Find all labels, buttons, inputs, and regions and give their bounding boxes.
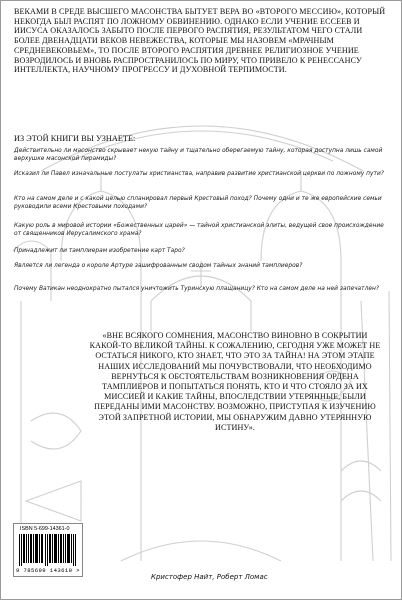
isbn-digits: 9 785699 143610 > [16, 567, 80, 574]
section-heading: ИЗ ЭТОЙ КНИГИ ВЫ УЗНАЕТЕ: [14, 134, 136, 143]
question-item: Кто на самом деле и с какой целью спланировал первый Крестовый поход? Почему одни и те же европейские семьи руководили всеми Крестовыми походами? [14, 196, 382, 210]
question-item: Какую роль в мировой истории «Божественных царей» — тайной христианской элиты, ведущей свое происхождение от священников Иерусалимского храма? [14, 223, 384, 237]
barcode-graphic [19, 534, 77, 566]
authors-signature: Кристофер Найт, Роберт Ломас [151, 573, 268, 581]
question-item: Является ли легенда о короле Артуре зашифрованным сводом тайных знаний тамплиеров? [14, 263, 303, 269]
question-item: Принадлежит ли тамплиерам изобретение карт Таро? [14, 248, 185, 254]
intro-paragraph: ВЕКАМИ В СРЕДЕ ВЫСШЕГО МАСОНСТВА БЫТУЕТ ВЕРА ВО «ВТОРОГО МЕССИЮ», КОТОРЫЙ НЕКОГДА БЫЛ РАСПЯТ ПО ЛОЖНОМУ ОБВИНЕНИЮ. ОДНАКО ЕСЛИ УЧЕНИЕ ЕССЕЕВ И ИИСУСА ОКАЗАЛОСЬ ЗАБЫТО ПОСЛЕ ПЕРВОГО РАСПЯТИЯ, РЕЗУЛЬТАТОМ ЧЕГО СТАЛИ БОЛЕЕ ДВЕНАДЦАТИ ВЕКОВ НЕВЕЖЕСТВА, КОТОРЫЕ МЫ НАЗОВЕМ «МРАЧНЫМ СРЕДНЕВЕКОВЬЕМ», ТО ПОСЛЕ ВТОРОГО РАСПЯТИЯ ДРЕВНЕЕ РЕЛИГИОЗНОЕ УЧЕНИЕ ВОЗРОДИЛОСЬ И ВНОВЬ РАСПРОСТРАНИЛОСЬ ПО МИРУ, ЧТО ПРИВЕЛО К РЕНЕССАНСУ ИНТЕЛЛЕКТА, НАУЧНОМУ ПРОГРЕССУ И ДУХОВНОЙ ТЕРПИМОСТИ. [14, 7, 386, 75]
question-item: Исказил ли Павел изначальные постулаты христианства, направив развитие христианской церкви по ложному пути? [14, 171, 384, 177]
question-item: Почему Ватикан неоднократно пытался уничтожить Туринскую плащаницу? Кто на самом деле на ней запечатлен? [14, 286, 379, 292]
background-cathedral-sketch [1, 1, 402, 600]
question-item: Действительно ли масонство скрывает некую тайну и тщательно оберегаемую тайну, которая доступна лишь самой верхушке масонской пирамиды? [14, 148, 383, 162]
book-quote: «ВНЕ ВСЯКОГО СОМНЕНИЯ, МАСОНСТВО ВИНОВНО В СОКРЫТИИ КАКОЙ-ТО ВЕЛИКОЙ ТАЙНЫ. К СОЖАЛЕНИЮ, СЕГОДНЯ УЖЕ МОЖЕТ НЕ ОСТАТЬСЯ НИКОГО, КТО ЗНАЕТ, ЧТО ЭТО ЗА ТАЙНА! НА ЭТОМ ЭТАПЕ НАШИХ ИССЛЕДОВАНИЙ МЫ ПОЧУВСТВОВАЛИ, ЧТО НЕОБХОДИМО ВЕРНУТЬСЯ К ОБСТОЯТЕЛЬСТВАМ ВОЗНИКНОВЕНИЯ ОРДЕНА ТАМПЛИЕРОВ И ПОПЫТАТЬСЯ ПОНЯТЬ, КТО И ЧТО СТОЯЛО ЗА ИХ МИССИЕЙ И КАКИЕ ТАЙНЫ, ВПОСЛЕДСТВИИ УТЕРЯННЫЕ, БЫЛИ ПЕРЕДАНЫ ИМИ МАСОНСТВУ. ВОЗМОЖНО, ПРИСТУПАЯ К ИЗУЧЕНИЮ ЭТОЙ ЗАПРЕТНОЙ ИСТОРИИ, МЫ ОБНАРУЖИМ ДАВНО УТЕРЯННУЮ ИСТИНУ». [89, 331, 381, 432]
isbn-label: ISBN 5-699-14361-0 [20, 526, 70, 532]
isbn-barcode [13, 523, 83, 577]
